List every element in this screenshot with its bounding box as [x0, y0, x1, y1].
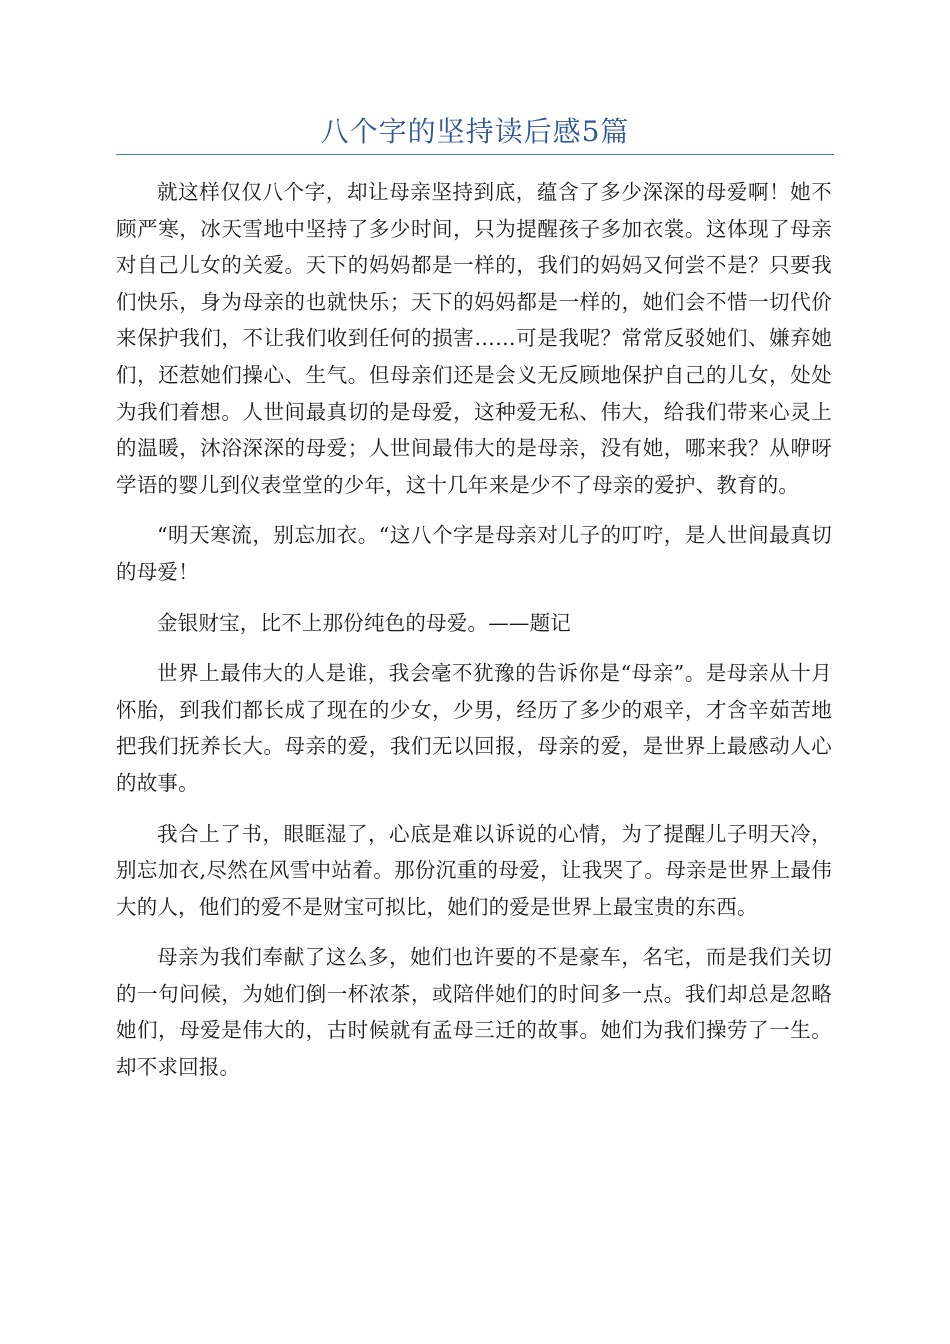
- title-underline: [116, 154, 834, 155]
- paragraph-2: “明天寒流，别忘加衣。“这八个字是母亲对儿子的叮咛，是人世间最真切的母爱！: [116, 523, 832, 584]
- paragraph-4: 世界上最伟大的人是谁，我会毫不犹豫的告诉你是“母亲”。是母亲从十月怀胎，到我们都长成了现在的少女，少男，经历了多少的艰辛，才含辛茹苦地把我们抚养长大。母亲的爱，我们无以回报，母亲的爱，是世界上最感动人心的故事。: [116, 661, 832, 795]
- paragraph-5: 我合上了书，眼眶湿了，心底是难以诉说的心情，为了提醒儿子明天冷，别忘加衣,尽然在风雪中站着。那份沉重的母爱，让我哭了。母亲是世界上最伟大的人，他们的爱不是财宝可拟比，她们的爱是世界上最宝贵的东西。: [116, 821, 832, 919]
- paragraph-6: 母亲为我们奉献了这么多，她们也许要的不是豪车，名宅，而是我们关切的一句问候，为她们倒一杯浓茶，或陪伴她们的时间多一点。我们却总是忽略她们，母爱是伟大的，古时候就有孟母三迁的故事。她们为我们操劳了一生。却不求回报。: [116, 945, 832, 1080]
- page-title: 八个字的坚持读后感5篇: [320, 115, 630, 148]
- paragraph-3: 金银财宝，比不上那份纯色的母爱。——题记: [157, 610, 571, 635]
- document-body: [116, 174, 832, 1100]
- paragraph-1: 就这样仅仅八个字，却让母亲坚持到底，蕴含了多少深深的母爱啊！她不顾严寒，冰天雪地中坚持了多少时间，只为提醒孩子多加衣裳。这体现了母亲对自己儿女的关爱。天下的妈妈都是一样的，我们的妈妈又何尝不是？只要我们快乐，身为母亲的也就快乐；天下的妈妈都是一样的，她们会不惜一切代价来保护我们，不让我们收到任何的损害……可是我呢？常常反驳她们、嫌弃她们，还惹她们操心、生气。但母亲们还是会义无反顾地保护自己的儿女，处处为我们着想。人世间最真切的是母爱，这种爱无私、伟大，给我们带来心灵上的温暖，沐浴深深的母爱；人世间最伟大的是母亲，没有她，哪来我？从咿呀学语的婴儿到仪表堂堂的少年，这十几年来是少不了母亲的爱护、教育的。: [116, 180, 832, 497]
